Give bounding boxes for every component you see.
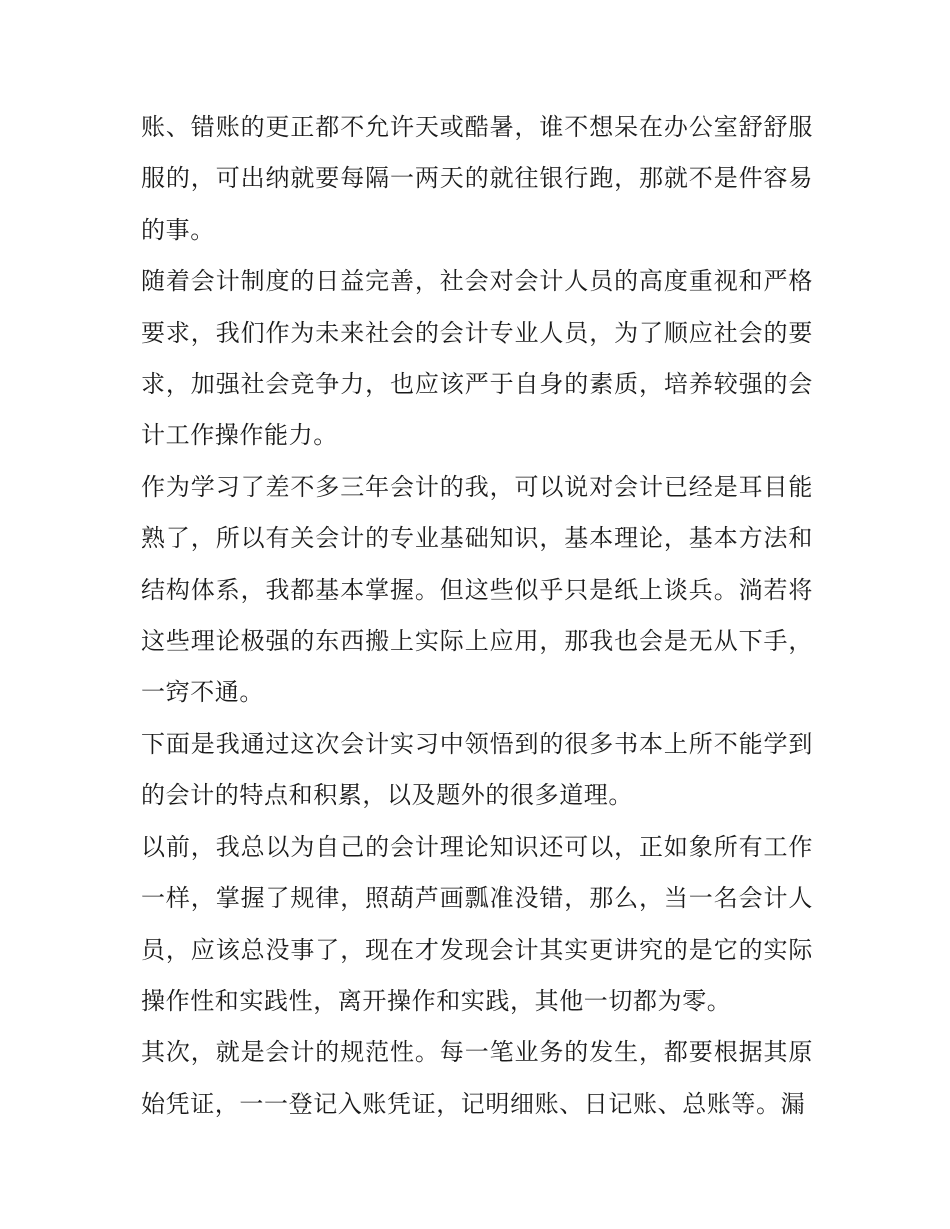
document-body [141, 102, 813, 1130]
paragraph-2: 随着会计制度的日益完善，社会对会计人员的高度重视和严格要求，我们作为未来社会的会计专业人员，为了顺应社会的要求，加强社会竞争力，也应该严于自身的素质，培养较强的会计工作操作能力。 [141, 267, 813, 450]
paragraph-1: 账、错账的更正都不允许天或酷暑，谁不想呆在办公室舒舒服服的，可出纳就要每隔一两天的就往银行跑，那就不是件容易的事。 [141, 113, 813, 244]
paragraph-3: 作为学习了差不多三年会计的我，可以说对会计已经是耳目能熟了，所以有关会计的专业基础知识，基本理论，基本方法和结构体系，我都基本掌握。但这些似乎只是纸上谈兵。淌若将这些理论极强的东西搬上实际上应用，那我也会是无从下手，一窍不通。 [141, 472, 813, 707]
paragraph-4: 下面是我通过这次会计实习中领悟到的很多书本上所不能学到的会计的特点和积累，以及题外的很多道理。 [141, 729, 813, 810]
paragraph-6: 其次，就是会计的规范性。每一笔业务的发生，都要根据其原始凭证，一一登记入账凭证，记明细账、日记账、总账等。漏 [141, 1038, 813, 1118]
paragraph-5: 以前，我总以为自己的会计理论知识还可以，正如象所有工作一样，掌握了规律，照葫芦画瓢准没错，那么，当一名会计人员，应该总没事了，现在才发现会计其实更讲究的是它的实际操作性和实践性，离开操作和实践，其他一切都为零。 [141, 832, 813, 1015]
